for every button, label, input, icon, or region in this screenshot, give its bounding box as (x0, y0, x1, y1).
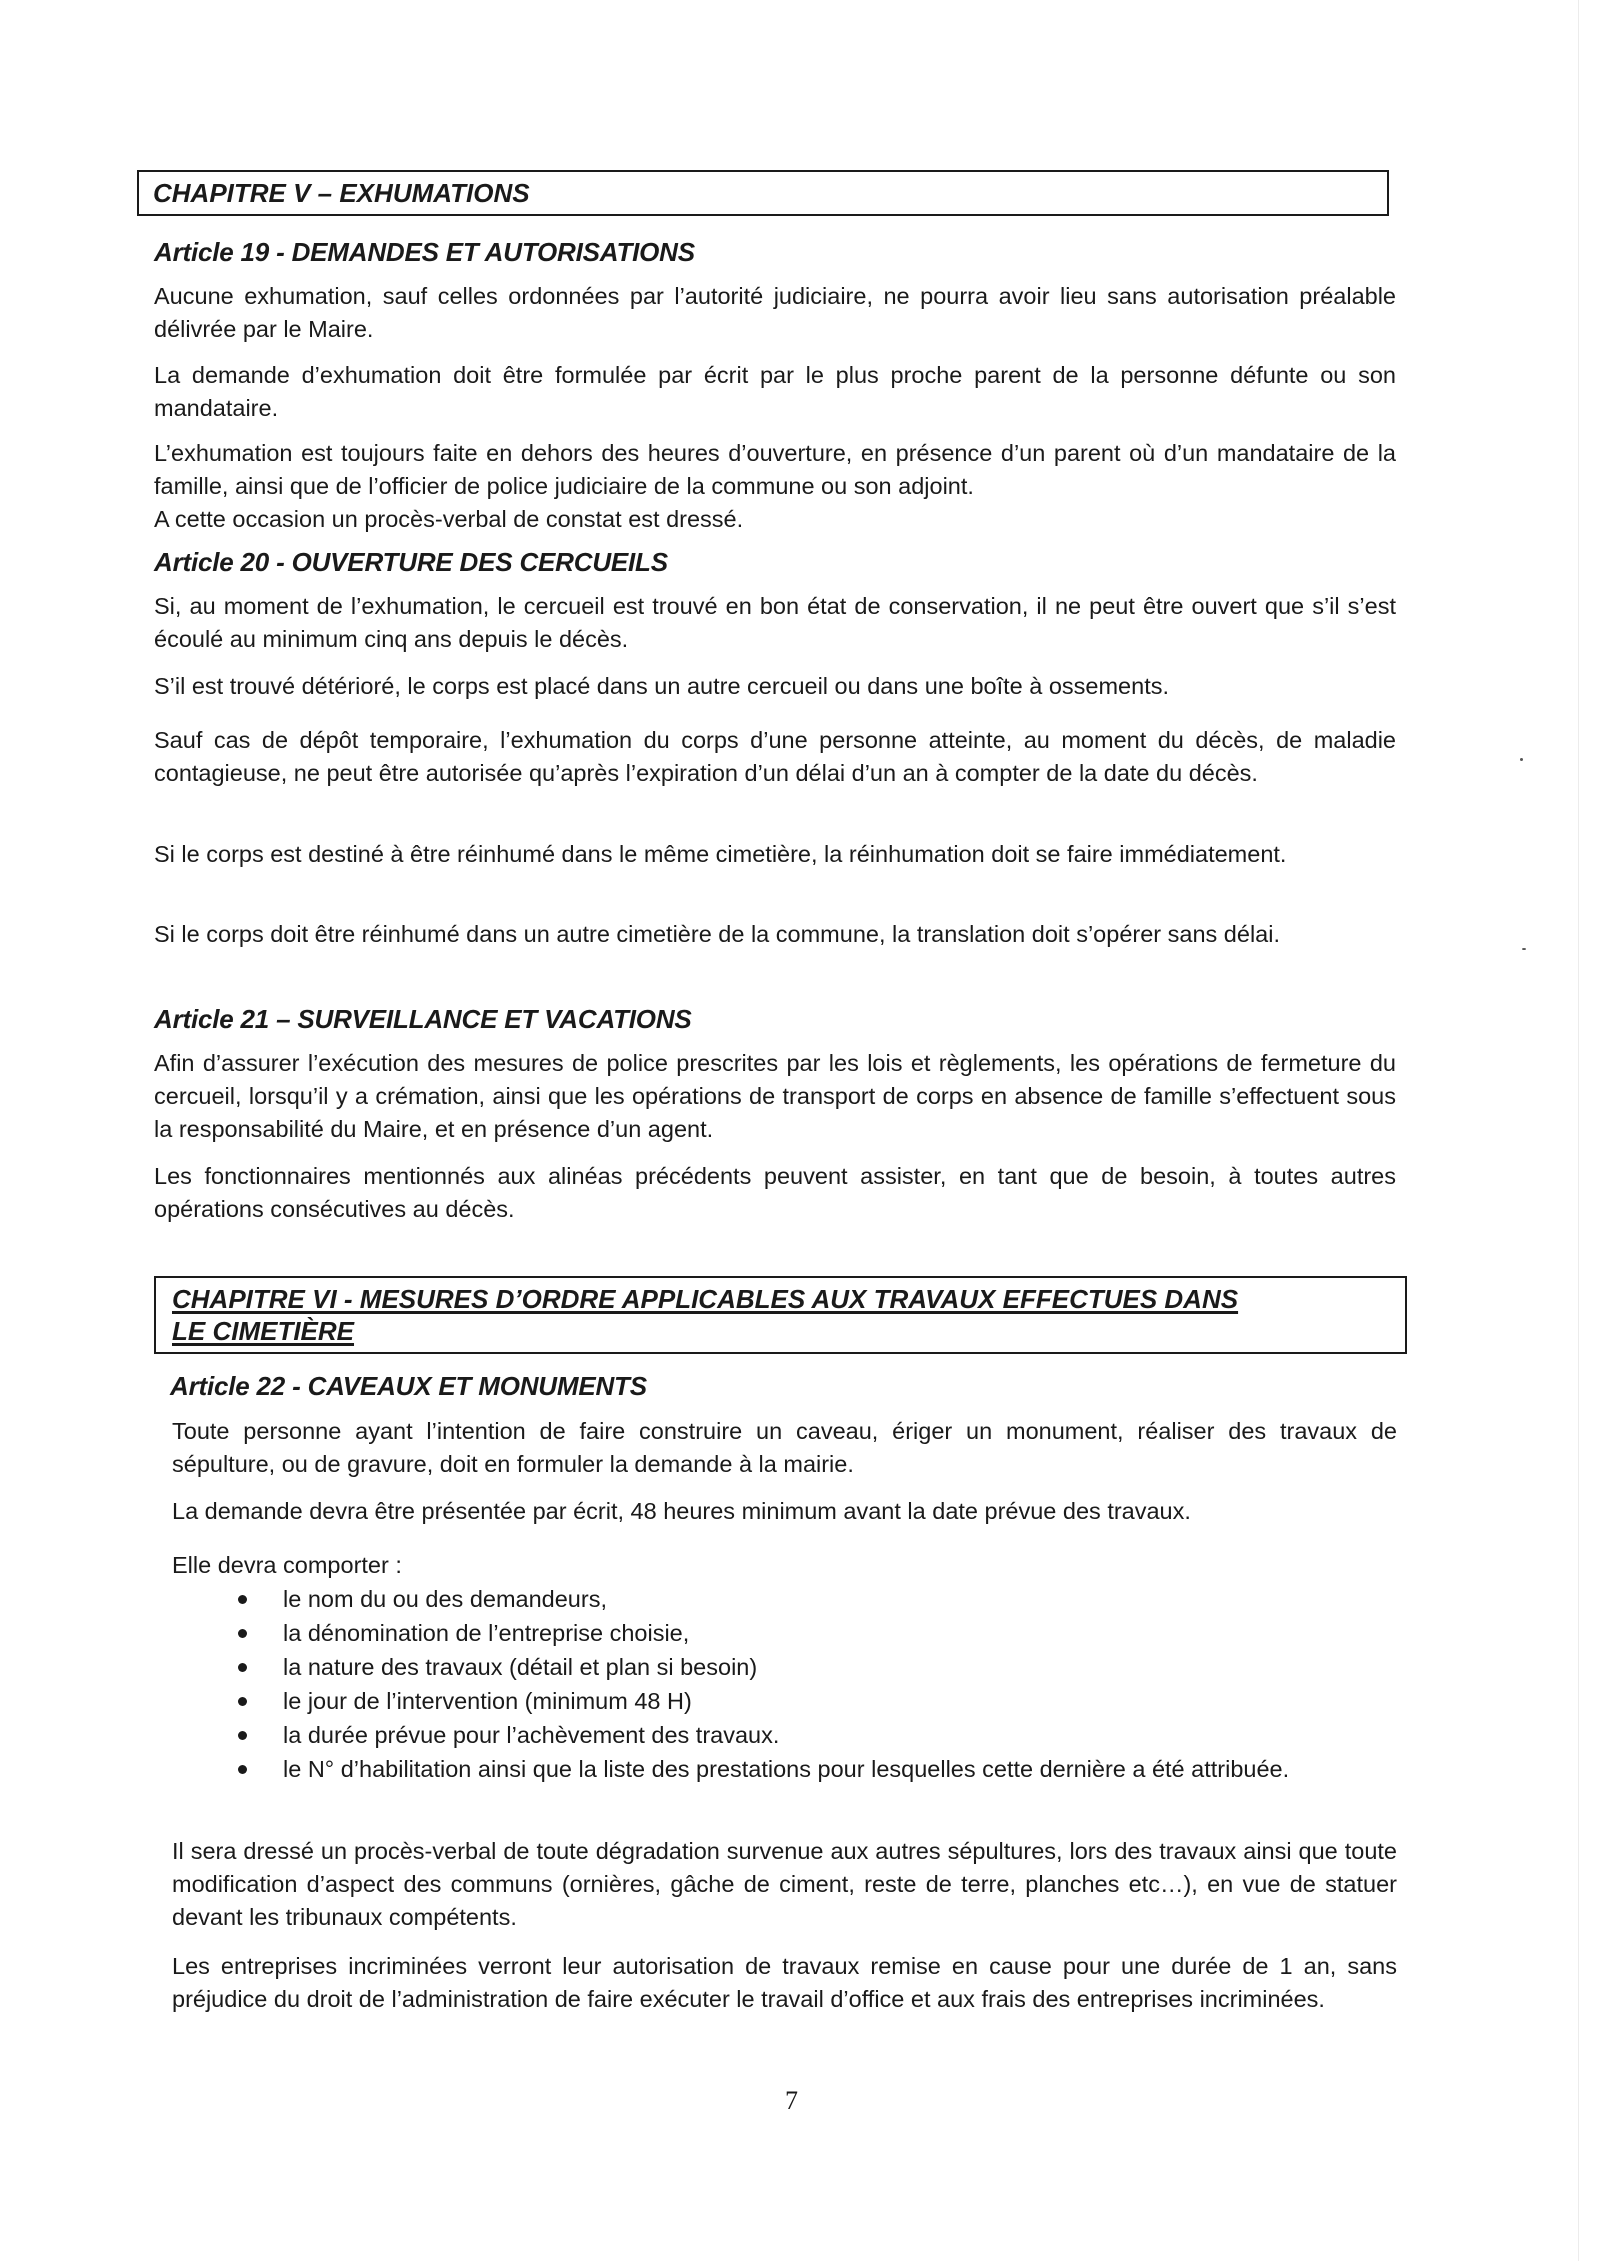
article-20-paragraph: Si, au moment de l’exhumation, le cercueil est trouvé en bon état de conservation, il ne peut être ouvert que s’il s’est écoulé au minimum cinq ans depuis le décès. (154, 593, 1396, 652)
scan-speck (1522, 948, 1526, 950)
article-22-paragraph: Il sera dressé un procès-verbal de toute dégradation survenue aux autres sépultures, lors des travaux ainsi que toute modification d’aspect des communs (ornières, gâche de ciment, reste de terre, planches etc…), en vue de statuer devant les tribunaux compétents. (172, 1838, 1397, 1930)
article-20-heading: Article 20 - OUVERTURE DES CERCUEILS (154, 547, 668, 577)
chapter-6-title-line-1: CHAPITRE VI - MESURES D’ORDRE APPLICABLES AUX TRAVAUX EFFECTUES DANS (172, 1284, 1239, 1314)
scan-edge-line (1578, 0, 1579, 2261)
article-20-paragraph: Si le corps est destiné à être réinhumé dans le même cimetière, la réinhumation doit se faire immédiatement. (154, 841, 1287, 867)
list-item (172, 1752, 1397, 1786)
list-item-text: le N° d’habilitation ainsi que la liste des prestations pour lesquelles cette dernière a été attribuée. (283, 1756, 1290, 1782)
list-item-text: le nom du ou des demandeurs, (283, 1586, 607, 1612)
article-20-paragraph: S’il est trouvé détérioré, le corps est placé dans un autre cercueil ou dans une boîte à ossements. (154, 673, 1169, 699)
chapter-6-title-line-2: LE CIMETIÈRE (172, 1316, 355, 1346)
list-item (172, 1582, 1397, 1616)
article-19-paragraph: L’exhumation est toujours faite en dehors des heures d’ouverture, en présence d’un parent où d’un mandataire de la famille, ainsi que de l’officier de police judiciaire de la commune ou son adjoint. (154, 440, 1396, 499)
bullet-icon (238, 1765, 247, 1774)
list-item (172, 1684, 1397, 1718)
chapter-6-header-box (154, 1276, 1407, 1354)
bullet-icon (238, 1697, 247, 1706)
chapter-5-title: CHAPITRE V – EXHUMATIONS (153, 178, 530, 208)
list-item-text: la durée prévue pour l’achèvement des travaux. (283, 1722, 780, 1748)
article-22-requirements-list (172, 1582, 1397, 1786)
article-20-paragraph: Si le corps doit être réinhumé dans un autre cimetière de la commune, la translation doit s’opérer sans délai. (154, 921, 1280, 947)
article-19-paragraph: A cette occasion un procès-verbal de constat est dressé. (154, 506, 744, 532)
list-item (172, 1650, 1397, 1684)
bullet-icon (238, 1731, 247, 1740)
bullet-icon (238, 1663, 247, 1672)
article-21-paragraph: Afin d’assurer l’exécution des mesures de police prescrites par les lois et règlements, les opérations de fermeture du cercueil, lorsqu’il y a crémation, ainsi que les opérations de transport de corps en absence de famille s’effectuent sous la responsabilité du Maire, et en présence d’un agent. (154, 1050, 1396, 1142)
article-21-paragraph: Les fonctionnaires mentionnés aux alinéas précédents peuvent assister, en tant que de besoin, à toutes autres opérations consécutives au décès. (154, 1163, 1396, 1222)
article-19-heading: Article 19 - DEMANDES ET AUTORISATIONS (154, 237, 695, 267)
list-item-text: la dénomination de l’entreprise choisie, (283, 1620, 690, 1646)
scan-speck (1520, 758, 1523, 761)
article-22-paragraph: La demande devra être présentée par écrit, 48 heures minimum avant la date prévue des travaux. (172, 1498, 1191, 1524)
article-19-paragraph: Aucune exhumation, sauf celles ordonnées par l’autorité judiciaire, ne pourra avoir lieu sans autorisation préalable délivrée par le Maire. (154, 283, 1396, 342)
page-number: 7 (785, 2086, 798, 2115)
article-22-heading: Article 22 - CAVEAUX ET MONUMENTS (170, 1371, 647, 1401)
article-19-paragraph: La demande d’exhumation doit être formulée par écrit par le plus proche parent de la personne défunte ou son mandataire. (154, 362, 1396, 421)
article-22-paragraph: Toute personne ayant l’intention de faire construire un caveau, ériger un monument, réaliser des travaux de sépulture, ou de gravure, doit en formuler la demande à la mairie. (172, 1418, 1397, 1477)
article-22-paragraph: Les entreprises incriminées verront leur autorisation de travaux remise en cause pour une durée de 1 an, sans préjudice du droit de l’administration de faire exécuter le travail d’office et aux frais des entreprises incriminées. (172, 1953, 1397, 2012)
list-item-text: la nature des travaux (détail et plan si besoin) (283, 1654, 758, 1680)
article-21-heading: Article 21 – SURVEILLANCE ET VACATIONS (154, 1004, 692, 1034)
list-item (172, 1718, 1397, 1752)
list-item-text: le jour de l’intervention (minimum 48 H) (283, 1688, 692, 1714)
bullet-icon (238, 1629, 247, 1638)
list-item (172, 1616, 1397, 1650)
chapter-5-header-box (137, 170, 1389, 216)
bullet-icon (238, 1595, 247, 1604)
article-22-list-intro: Elle devra comporter : (172, 1552, 402, 1578)
article-20-paragraph: Sauf cas de dépôt temporaire, l’exhumation du corps d’une personne atteinte, au moment du décès, de maladie contagieuse, ne peut être autorisée qu’après l’expiration d’un délai d’un an à compter de la date du décès. (154, 727, 1396, 786)
